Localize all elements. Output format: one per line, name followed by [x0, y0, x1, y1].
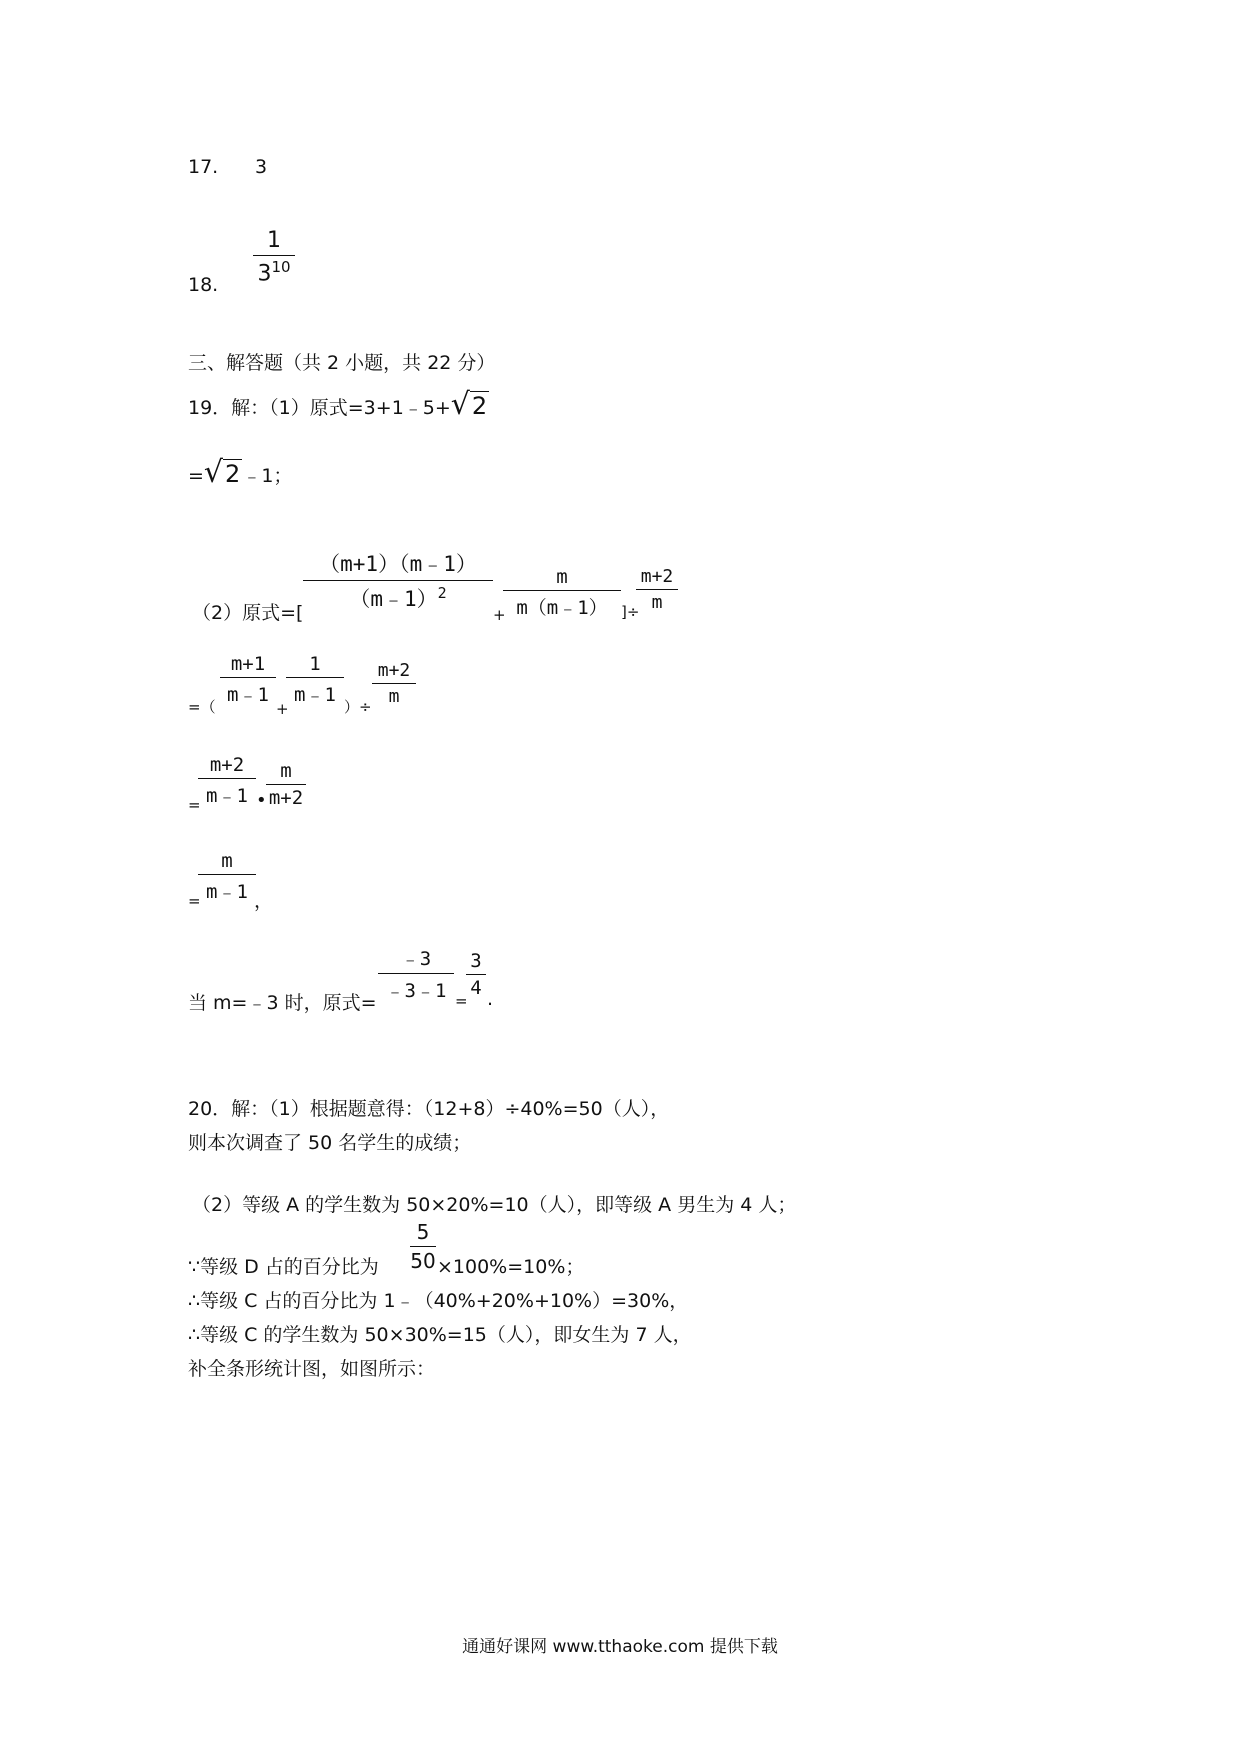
den-base: 3 — [257, 261, 272, 287]
fraction-numerator: m+2 — [209, 754, 245, 776]
fraction-numerator: m+1 — [230, 653, 266, 675]
fraction-bar — [303, 580, 493, 581]
sqrt-argument: 2 — [225, 460, 241, 488]
q20-line4 — [188, 1252, 379, 1279]
fraction-numerator: 5 — [416, 1220, 430, 1244]
fraction-numerator: m+2 — [377, 660, 411, 681]
fraction-numerator: 3 — [470, 950, 482, 972]
step2-fraction-1 — [220, 653, 276, 707]
fraction-bar — [466, 974, 486, 975]
section-title: 三、解答题（共 2 小题，共 22 分） — [188, 352, 496, 374]
comma: ， — [254, 890, 274, 912]
q19-line2-suffix: ﹣1； — [242, 465, 293, 487]
fraction-denominator — [253, 258, 295, 286]
fraction-numerator: m — [280, 760, 292, 782]
fraction-denominator: m﹣1 — [206, 785, 248, 807]
fraction-bar — [286, 677, 344, 678]
den-base: （m﹣1） — [349, 587, 438, 611]
q20-line7: 补全条形统计图，如图所示： — [188, 1358, 436, 1380]
step3-fraction-2 — [266, 760, 306, 809]
period: . — [487, 988, 494, 1010]
fraction-bar — [220, 677, 276, 678]
fraction-numerator: （m+1）（m﹣1） — [319, 552, 477, 576]
q19-line2 — [188, 455, 293, 490]
fraction-bar — [410, 1246, 436, 1247]
q19-part2-label: （2）原式=[ — [192, 602, 304, 624]
fraction-numerator: 1 — [309, 653, 321, 675]
fraction-bar — [198, 874, 256, 875]
plus-sign: + — [276, 700, 289, 718]
fraction-denominator: m﹣1 — [206, 881, 248, 903]
answer-18-fraction — [253, 228, 295, 286]
fraction-bar — [378, 973, 454, 974]
equals-sign: = — [188, 465, 204, 487]
equals-sign: = — [455, 992, 468, 1010]
fraction-numerator: m — [556, 566, 568, 588]
q19-part2-fraction-2 — [503, 566, 621, 620]
q20-line4-text: ∵等级 D 占的百分比为 — [188, 1256, 379, 1278]
step4-fraction — [198, 850, 256, 904]
q20-line5: ∴等级 C 占的百分比为 1﹣（40%+20%+10%）=30%， — [188, 1290, 689, 1312]
fraction-denominator: m — [388, 686, 400, 707]
q20-line2: 则本次调查了 50 名学生的成绩； — [188, 1132, 472, 1154]
den-exponent: 10 — [271, 258, 291, 276]
q20-line4-suffix: ×100%=10%； — [437, 1256, 585, 1278]
q19-line1 — [188, 387, 489, 422]
fraction-bar — [253, 255, 295, 256]
page-footer: 通通好课网 www.tthaoke.com 提供下载 — [462, 1637, 778, 1657]
bracket-divide: ]÷ — [621, 603, 640, 621]
fraction-bar — [636, 589, 678, 590]
multiply-dot: • — [256, 790, 267, 811]
fraction-denominator: m+2 — [268, 787, 304, 809]
fraction-numerator: ﹣3 — [400, 948, 432, 970]
fraction-numerator: m+2 — [640, 566, 674, 587]
fraction-bar — [503, 590, 621, 591]
q19-part2-fraction-3 — [636, 566, 678, 613]
q19-line1-text: 19．解：（1）原式=3+1﹣5+ — [188, 397, 451, 419]
step5-text: 当 m=﹣3 时，原式= — [188, 992, 377, 1014]
fraction-bar — [372, 683, 416, 684]
step2-fraction-3 — [372, 660, 416, 707]
q20-line6: ∴等级 C 的学生数为 50×30%=15（人），即女生为 7 人， — [188, 1324, 692, 1346]
plus-sign: + — [493, 606, 506, 624]
fraction-denominator: m — [651, 592, 663, 613]
q19-part2-fraction-1 — [303, 548, 493, 613]
step2-open: =（ — [188, 698, 216, 716]
q20-line4-fraction — [410, 1220, 436, 1273]
fraction-denominator: m（m﹣1） — [516, 597, 608, 619]
answer-17-value: 3 — [255, 156, 268, 178]
step5-fraction-1 — [378, 944, 454, 1003]
fraction-denominator: m﹣1 — [294, 684, 336, 706]
step3-fraction-1 — [198, 754, 256, 808]
equals-sign: = — [188, 892, 201, 910]
answer-18-number: 18. — [188, 274, 219, 296]
step2-fraction-2 — [286, 653, 344, 707]
fraction-denominator: m﹣1 — [227, 684, 269, 706]
fraction-numerator: 1 — [267, 228, 281, 253]
sqrt-expression: √2 — [203, 455, 241, 490]
fraction-denominator: ﹣3﹣1 — [385, 980, 447, 1002]
equals-sign: = — [188, 796, 201, 814]
fraction-denominator — [303, 583, 493, 613]
q20-line3: （2）等级 A 的学生数为 50×20%=10（人），即等级 A 男生为 4 人； — [192, 1194, 797, 1216]
sqrt-argument: 2 — [471, 392, 488, 420]
fraction-denominator: 4 — [470, 977, 482, 999]
step2-close-divide: ）÷ — [344, 698, 372, 716]
step5-fraction-2 — [466, 950, 486, 999]
answer-17-number: 17. — [188, 156, 219, 178]
q20-line1: 20．解：（1）根据题意得：（12+8）÷40%=50（人）， — [188, 1098, 670, 1120]
fraction-bar — [266, 784, 306, 785]
fraction-numerator: m — [221, 850, 233, 872]
sqrt-expression: √2 — [450, 387, 488, 422]
fraction-denominator: 50 — [410, 1249, 436, 1273]
fraction-bar — [198, 778, 256, 779]
den-exponent: 2 — [437, 584, 447, 602]
